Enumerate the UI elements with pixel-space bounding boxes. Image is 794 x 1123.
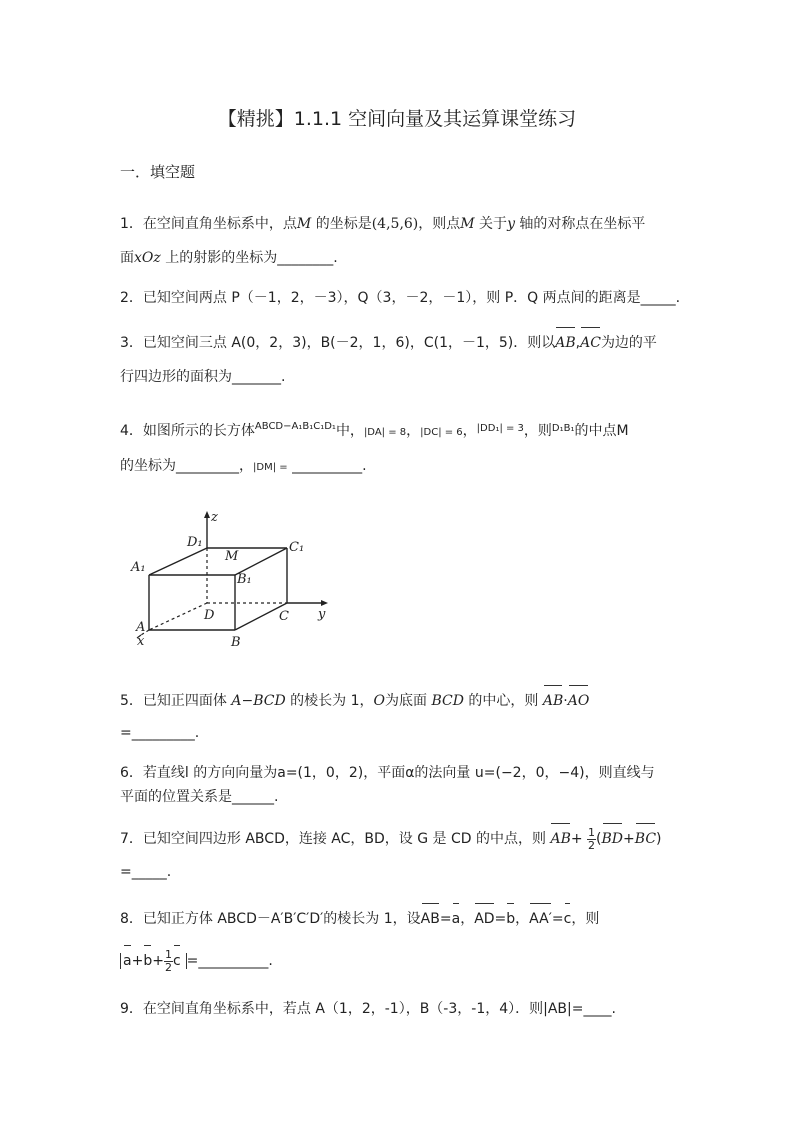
q1-coord: (4,5,6) [371, 216, 419, 232]
q4-dm: |DM| = [253, 462, 288, 473]
question-7-line2: =_____. [120, 864, 172, 880]
q7-vector-ab: AB [550, 822, 570, 856]
q4-text-c: ，则 [523, 423, 552, 439]
label-y: y [318, 607, 326, 622]
q4-text-f: __________. [287, 458, 367, 474]
q1-text-d: 关于 [474, 216, 508, 232]
q8-eq3: = [551, 911, 564, 927]
q3-vector-ab: AB [555, 326, 575, 360]
q4-sep2: ， [462, 423, 477, 439]
q5-point-o: O [373, 693, 385, 709]
q1-plane: xOz [134, 250, 161, 266]
q7-vector-bc: BC [635, 822, 656, 856]
q4-da: |DA| = 8 [363, 427, 407, 438]
q8-comma2: ， [515, 911, 530, 927]
q8-abs-b: b [143, 944, 152, 978]
q3-text: 3．已知空间三点 A(0，2，3)，B(－2，1，6)，C(1，－1，5)．则以 [120, 335, 556, 351]
label-c1: C₁ [289, 540, 305, 555]
label-m: M [225, 549, 239, 564]
box-figure [125, 505, 345, 655]
question-9: 9．在空间直角坐标系中，若点 A（1，2，-1），B（-3，-1，4）．则|AB|=____. [120, 1001, 616, 1017]
page-title: 【精挑】1.1.1 空间向量及其运算课堂练习 [217, 108, 577, 130]
q8-vector-aa: AA′ [529, 902, 552, 936]
label-d: D [204, 608, 215, 623]
label-b: B [231, 635, 241, 650]
question-3 [120, 326, 680, 360]
q5-text-c: 为底面 [385, 693, 427, 709]
label-x: x [137, 634, 145, 649]
question-2: 2．已知空间两点 P（－1，2，－3），Q（3，－2，－1），则 P．Q 两点间的距离是_____. [120, 290, 681, 306]
q8-vector-ad: AD [474, 902, 494, 936]
question-8 [120, 902, 680, 936]
q8-text: 8．已知正方体 ABCD－A′B′C′D′的棱长为 1，设 [120, 911, 421, 927]
q8-fraction [164, 949, 173, 974]
question-3-line2: 行四边形的面积为_______. [120, 369, 286, 385]
question-1-line2 [120, 241, 680, 275]
question-8-line2 [120, 944, 680, 978]
q8-eq1: = [439, 911, 452, 927]
label-d1: D₁ [187, 535, 203, 550]
q8-abs-c: c [173, 944, 181, 978]
q7-frac-den: 2 [588, 838, 596, 852]
label-z: z [211, 510, 218, 525]
label-a1: A₁ [131, 560, 146, 575]
question-7 [120, 822, 680, 856]
q3-vector-ac: AC [580, 326, 601, 360]
q1-point-m2: M [460, 216, 475, 232]
q8-eq2: = [494, 911, 507, 927]
q7-frac-num: 1 [588, 825, 596, 839]
question-6: 6．若直线l 的方向向量为a=(1，0，2)，平面α的法向量 u=(−2，0，−4)，则直线与 [120, 765, 655, 781]
q7-plus: + [570, 831, 583, 847]
q1-text-c: ，则点 [418, 216, 461, 232]
q4-text-b: 中， [335, 423, 364, 439]
label-b1: B₁ [237, 572, 252, 587]
label-a: A [136, 620, 146, 635]
question-4 [120, 410, 680, 450]
q3-text-b: 为边的平 [600, 335, 657, 351]
q3-sep: , [575, 335, 581, 351]
q7-fraction [587, 827, 596, 852]
q8-plus1: + [131, 953, 144, 969]
label-c: C [279, 609, 289, 624]
q1-text-f: 面 [120, 250, 134, 266]
q1-axis-y: y [507, 216, 515, 232]
q8-comma1: ， [460, 911, 475, 927]
q5-dot: · [563, 693, 568, 709]
q7-paren-close: ) [656, 831, 662, 847]
q5-text-d: 的中心，则 [468, 693, 539, 709]
question-4-line2 [120, 449, 680, 485]
q1-text-b: 的坐标是 [311, 216, 372, 232]
q5-vector-ab: AB [543, 684, 563, 718]
q7-vector-bd: BD [602, 822, 624, 856]
q8-vector-ab: AB [421, 902, 440, 936]
q8-text-b: ，则 [571, 911, 600, 927]
q4-dc: |DC| = 6 [420, 427, 463, 438]
q8-vector-c: c [564, 902, 572, 936]
q1-text-e: 轴的对称点在坐标平 [514, 216, 646, 232]
q8-frac-den: 2 [164, 960, 172, 974]
q4-d1b1: D₁B₁ [551, 423, 575, 434]
q1-point-m: M [296, 216, 312, 232]
q8-vector-b: b [506, 902, 515, 936]
q5-tetra: A−BCD [231, 693, 286, 709]
section-heading: 一．填空题 [120, 163, 196, 181]
q4-text-d: 的中点M [574, 423, 629, 439]
q5-base: BCD [431, 693, 464, 709]
q1-text-g: 上的射影的坐标为________. [160, 250, 338, 266]
q8-text-c: =__________. [186, 953, 273, 969]
q5-text-b: 的棱长为 1， [290, 693, 374, 709]
q4-sep1: ， [406, 423, 421, 439]
question-6-line2: 平面的位置关系是______. [120, 789, 279, 805]
q4-text: 4．如图所示的长方体 [120, 423, 255, 439]
question-1 [120, 207, 680, 241]
q8-vector-a: a [452, 902, 461, 936]
q7-plus2: + [623, 831, 635, 847]
q4-box-name: ABCD−A₁B₁C₁D₁ [254, 421, 336, 432]
q7-text: 7．已知空间四边形 ABCD，连接 AC，BD，设 G 是 CD 的中点，则 [120, 831, 546, 847]
q8-abs-a: a [123, 944, 132, 978]
q7-paren-open: ( [596, 831, 602, 847]
q5-vector-ao: AO [568, 684, 590, 718]
q8-frac-num: 1 [164, 947, 172, 961]
q1-text: 1．在空间直角坐标系中，点 [120, 216, 297, 232]
q4-text-e: 的坐标为_________， [120, 458, 253, 474]
q4-dd1: |DD₁| = 3 [476, 423, 524, 434]
question-5-line2: =_________. [120, 725, 200, 741]
q5-text: 5．已知正四面体 [120, 693, 227, 709]
q8-plus2: + [152, 953, 164, 969]
question-5 [120, 684, 680, 718]
